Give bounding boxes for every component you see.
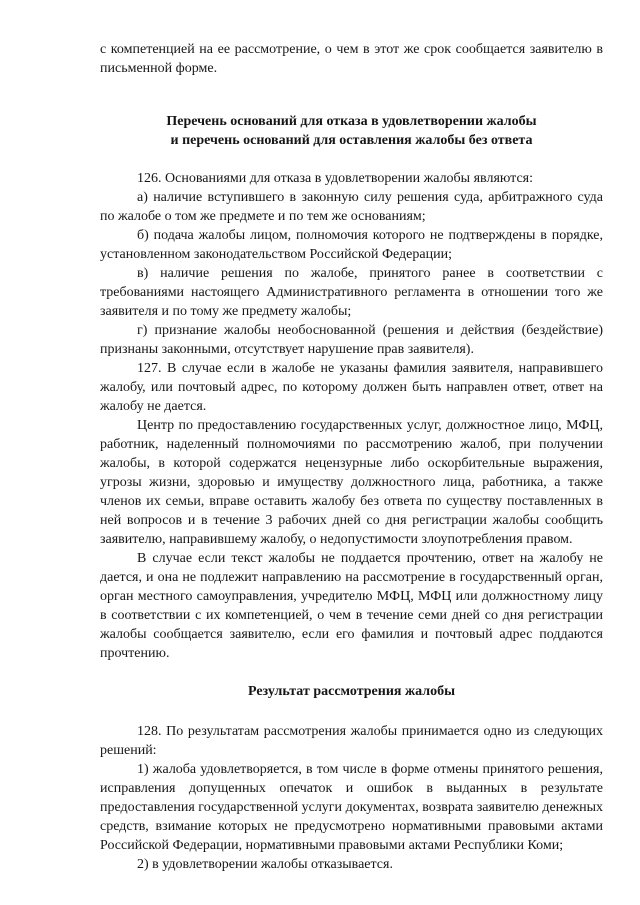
spacer	[100, 78, 603, 112]
paragraph-126-d: г) признание жалобы необоснованной (решения и действия (бездействие) признаны законными, отсутствует нарушение прав заявителя).	[100, 323, 603, 357]
paragraph-127: 127. В случае если в жалобе не указаны фамилия заявителя, направившего жалобу, или почтовый адрес, по которому должен быть направлен ответ, ответ на жалобу не дается.	[100, 361, 603, 414]
paragraph-126-a: а) наличие вступившего в законную силу решения суда, арбитражного суда по жалобе о том же предмете и по тем же основаниям;	[100, 190, 603, 224]
paragraph-126-b: б) подача жалобы лицом, полномочия которого не подтверждены в порядке, установленном законодательством Российской Федерации;	[100, 228, 603, 262]
paragraph-127-center: Центр по предоставлению государственных услуг, должностное лицо, МФЦ, работник, наделенный полномочиями по рассмотрению жалоб, при получении жалобы, в которой содержатся нецензурные либо оскорбительные выражения, угрозы жизни, здоровью и имуществу должностного лица, работника, а также членов их семьи, вправе оставить жалобу без ответа по существу поставленных в ней вопросов и в течение 3 рабочих дней со дня регистрации жалобы сообщить заявителю, направившему жалобу, о недопустимости злоупотребления правом.	[100, 418, 603, 547]
section-heading-line-1: Перечень оснований для отказа в удовлетворении жалобы	[166, 114, 537, 129]
paragraph-126-c: в) наличие решения по жалобе, принятого ранее в соответствии с требованиями настоящего Административного регламента в отношении того же заявителя и по тому же предмету жалобы;	[100, 266, 603, 319]
section-heading-refusal	[100, 112, 603, 150]
section-heading-line-2: и перечень оснований для оставления жалобы без ответа	[170, 133, 533, 148]
paragraph-128-2: 2) в удовлетворении жалобы отказывается.	[137, 857, 393, 872]
paragraph-126: 126. Основаниями для отказа в удовлетворении жалобы являются:	[137, 171, 533, 186]
spacer	[100, 663, 603, 682]
intro-paragraph: с компетенцией на ее рассмотрение, о чем в этот же срок сообщается заявителю в письменной форме.	[100, 42, 603, 76]
spacer	[100, 150, 603, 169]
paragraph-127-unreadable: В случае если текст жалобы не поддается прочтению, ответ на жалобу не дается, и она не подлежит направлению на рассмотрение в государственный орган, орган местного самоуправления, учредителю МФЦ, МФЦ или должностному лицу в соответствии с их компетенцией, о чем в течение семи дней со дня регистрации жалобы сообщается заявителю, если его фамилия и почтовый адрес поддаются прочтению.	[100, 551, 603, 661]
section-heading-result: Результат рассмотрения жалобы	[247, 684, 456, 699]
spacer	[100, 701, 603, 722]
paragraph-128: 128. По результатам рассмотрения жалобы принимается одно из следующих решений:	[100, 724, 603, 758]
paragraph-128-1: 1) жалоба удовлетворяется, в том числе в форме отмены принятого решения, исправления допущенных опечаток и ошибок в выданных в результате предоставления государственной услуги документах, возврата заявителю денежных средств, взимание которых не предусмотрено нормативными правовыми актами Российской Федерации, нормативными правовыми актами Республики Коми;	[100, 762, 603, 853]
